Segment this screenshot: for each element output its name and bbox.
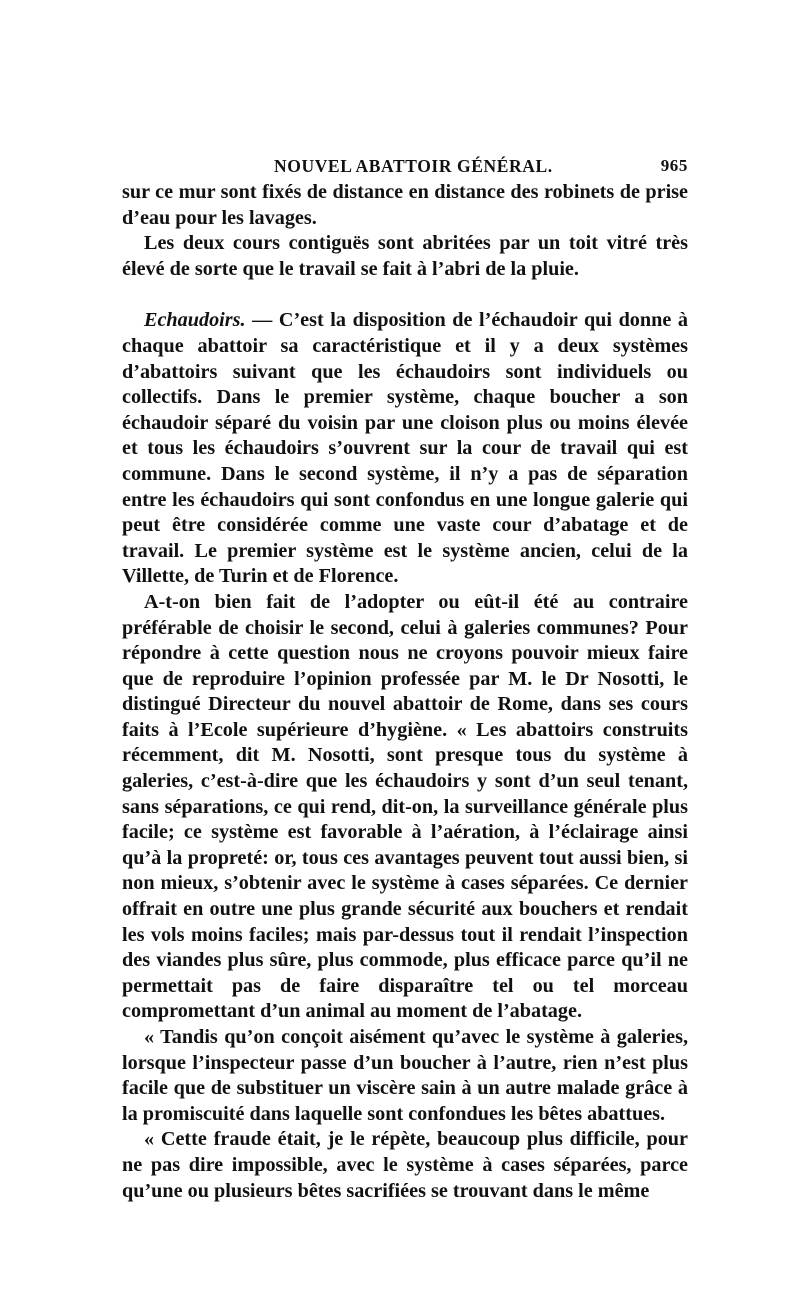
book-page bbox=[122, 150, 688, 1204]
paragraph-continuation: sur ce mur sont fixés de distance en distance des robinets de prise d’eau pour les lavages. bbox=[122, 181, 688, 229]
paragraph-opinion-nosotti: A-t-on bien fait de l’adopter ou eût-il été au contraire préférable de choisir le second, celui à galeries communes? Pour répondre à cette question nous ne croyons pouvoir mieux faire que de reproduire l’opinion professée par M. le Dr Nosotti, le distingué Directeur du nouvel abattoir de Rome, dans ses cours faits à l’Ecole supérieure d’hygiène. « Les abattoirs construits récemment, dit M. Nosotti, sont presque tous du système à galeries, c’est-à-dire que les échaudoirs y sont d’un seul tenant, sans séparations, ce qui rend, dit-on, la surveillance générale plus facile; ce système est favorable à l’aération, à l’éclairage ainsi qu’à la propreté: or, tous ces avantages peuvent tout aussi bien, si non mieux, s’obtenir avec le système à cases séparées. Ce dernier offrait en outre une plus grande sécurité aux bouchers et rendait les vols moins faciles; mais par-dessus tout il rendait l’inspection des viandes plus sûre, plus commode, plus efficace parce qu’il ne permettait pas de faire disparaître tel ou tel morceau compromettant d’un animal au moment de l’abatage. bbox=[122, 590, 688, 1023]
body-text bbox=[122, 180, 688, 1204]
page-number: 965 bbox=[660, 156, 688, 175]
paragraph-galeries: « Tandis qu’on conçoit aisément qu’avec le système à galeries, lorsque l’inspecteur passe d’un boucher à l’autre, rien n’est plus facile que de substituer un viscère sain à un autre malade grâce à la promiscuité dans laquelle sont confondues les bêtes abattues. bbox=[122, 1026, 688, 1125]
section-title-echaudoirs: Echaudoirs. bbox=[144, 309, 246, 332]
paragraph-echaudoirs bbox=[122, 308, 688, 590]
running-head bbox=[122, 150, 688, 180]
section-text-echaudoirs: — C’est la disposition de l’échaudoir qui donne à chaque abattoir sa caractéristique et il y a deux systèmes d’abattoirs suivant que les échaudoirs sont individuels ou collectifs. Dans le premier système, chaque boucher a son échaudoir séparé du voisin par une cloison plus ou moins élevée et tous les échaudoirs s’ouvrent sur la cour de travail qui est commune. Dans le second système, il n’y a pas de séparation entre les échaudoirs qui sont confondus en une longue galerie qui peut être considérée comme une vaste cour d’abatage et de travail. Le premier système est le système ancien, celui de la Villette, de Turin et de Florence. bbox=[122, 309, 688, 588]
paragraph-cours-contigues: Les deux cours contiguës sont abritées par un toit vitré très élevé de sorte que le travail se fait à l’abri de la pluie. bbox=[122, 232, 688, 280]
paragraph-fraude: « Cette fraude était, je le répète, beaucoup plus difficile, pour ne pas dire impossible, avec le système à cases séparées, parce qu’une ou plusieurs bêtes sacrifiées se trouvant dans le même bbox=[122, 1128, 688, 1202]
running-head-title: NOUVEL ABATTOIR GÉNÉRAL. bbox=[274, 156, 553, 176]
